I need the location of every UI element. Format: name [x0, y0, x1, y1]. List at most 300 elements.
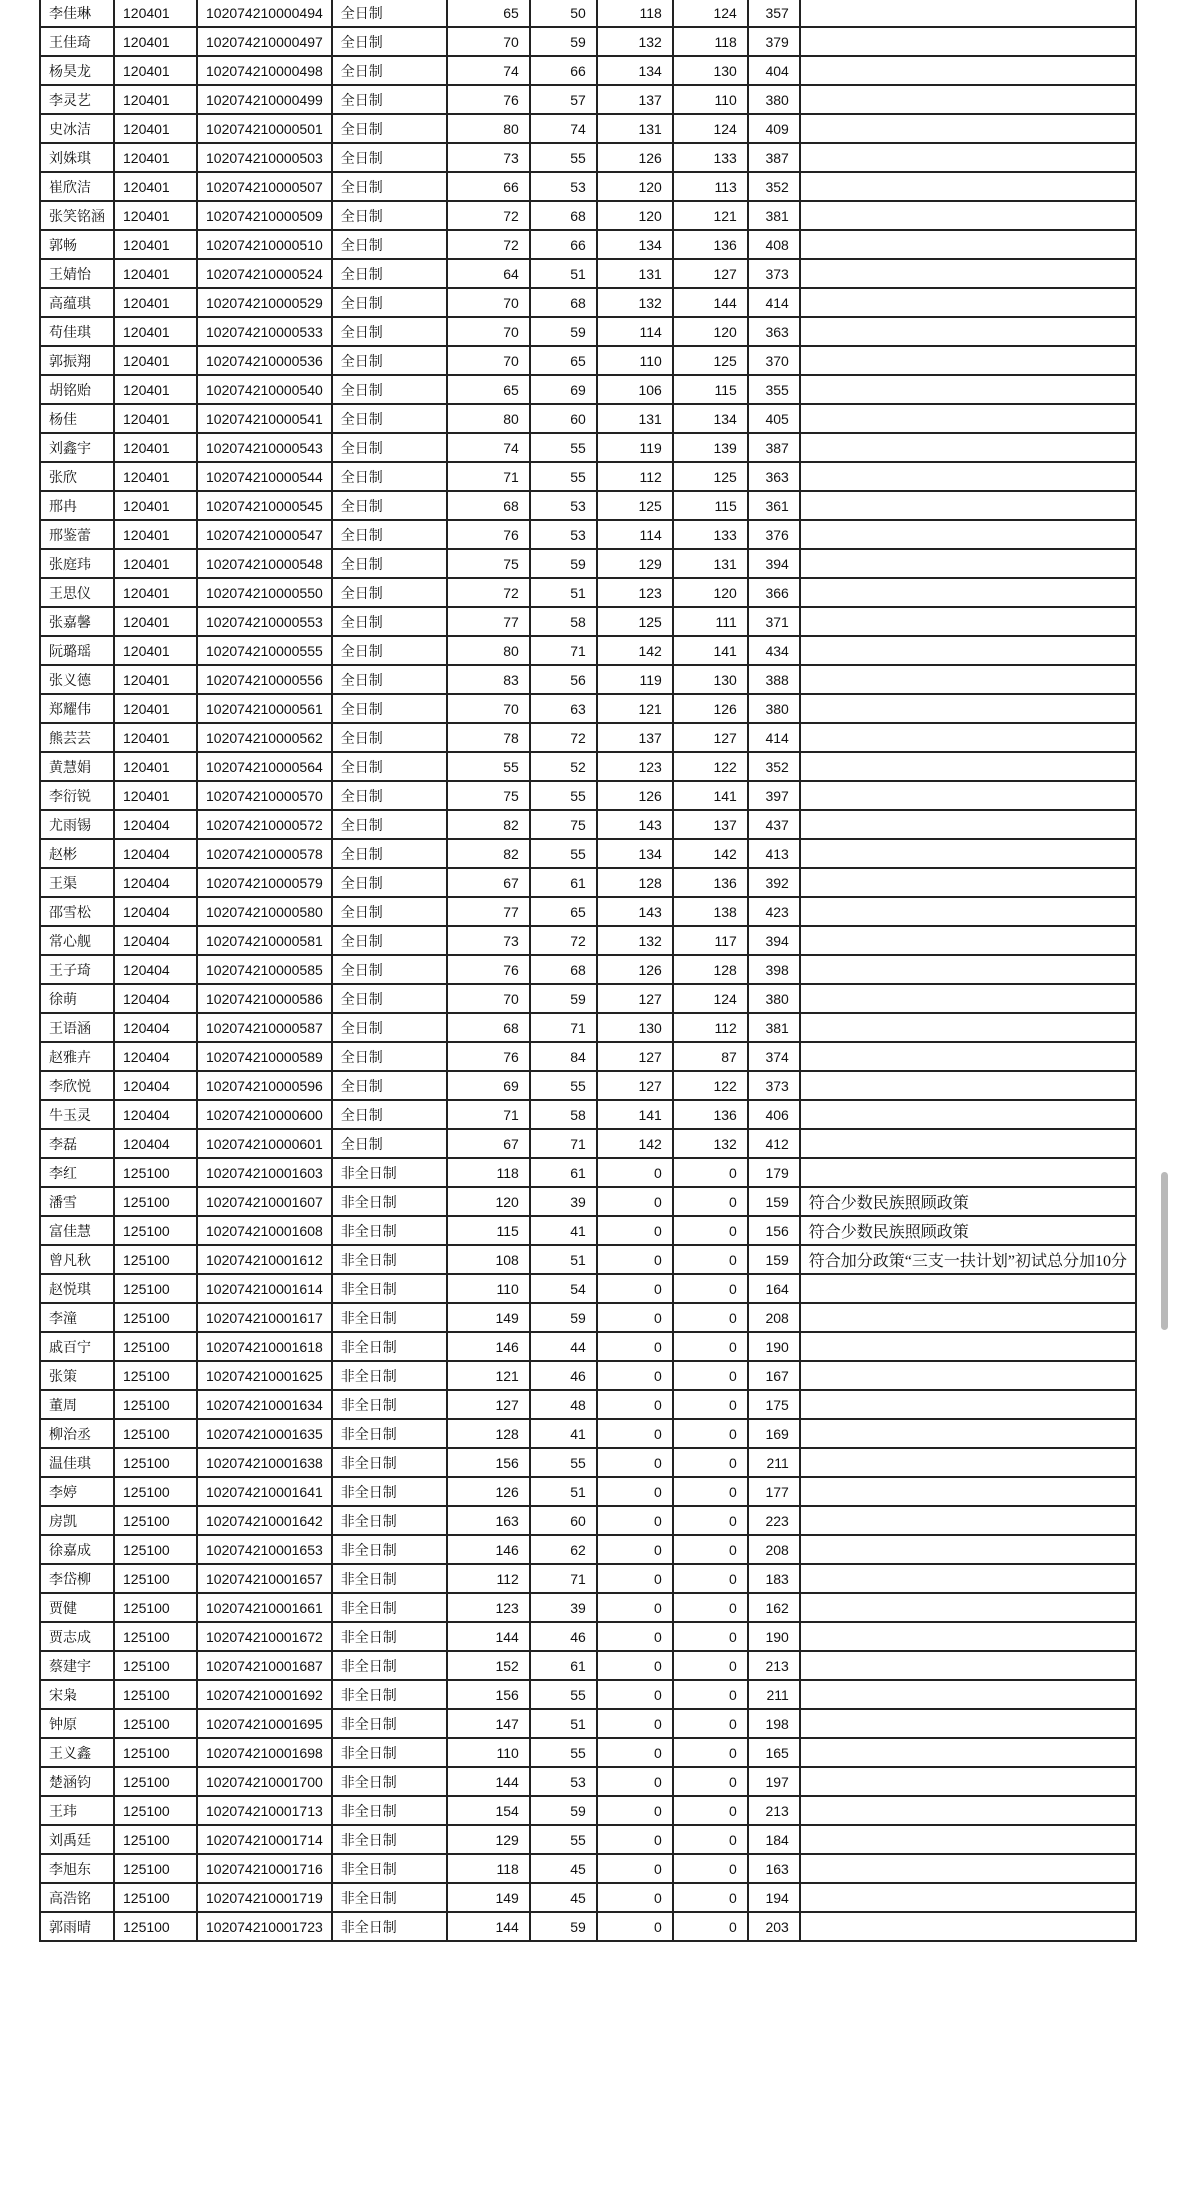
subject2-score-cell: 0: [673, 1564, 748, 1593]
major-code-cell: 125100: [114, 1622, 197, 1651]
exam-id-cell: 102074210000533: [197, 317, 332, 346]
subject2-score-cell: 141: [673, 781, 748, 810]
study-mode-cell: 全日制: [332, 926, 447, 955]
study-mode-cell: 全日制: [332, 694, 447, 723]
table-row: [40, 578, 1136, 607]
english-score-cell: 51: [530, 259, 597, 288]
table-row: [40, 27, 1136, 56]
major-code-cell: 125100: [114, 1651, 197, 1680]
note-cell: [800, 549, 1136, 578]
note-cell: [800, 1912, 1136, 1941]
total-score-cell: 412: [748, 1129, 800, 1158]
subject2-score-cell: 132: [673, 1129, 748, 1158]
exam-id-cell: 102074210001695: [197, 1709, 332, 1738]
table-row: [40, 1216, 1136, 1245]
subject2-score-cell: 122: [673, 1071, 748, 1100]
subject1-score-cell: 120: [597, 201, 673, 230]
study-mode-cell: 全日制: [332, 1129, 447, 1158]
major-code-cell: 125100: [114, 1477, 197, 1506]
total-score-cell: 197: [748, 1767, 800, 1796]
table-row: [40, 1361, 1136, 1390]
subject2-score-cell: 0: [673, 1912, 748, 1941]
table-row: [40, 984, 1136, 1013]
english-score-cell: 51: [530, 1245, 597, 1274]
name-cell: 刘鑫宇: [40, 433, 114, 462]
name-cell: 阮璐瑶: [40, 636, 114, 665]
english-score-cell: 55: [530, 1448, 597, 1477]
name-cell: 楚涵钧: [40, 1767, 114, 1796]
study-mode-cell: 非全日制: [332, 1767, 447, 1796]
exam-id-cell: 102074210000580: [197, 897, 332, 926]
total-score-cell: 380: [748, 85, 800, 114]
politics-score-cell: 127: [447, 1390, 530, 1419]
subject2-score-cell: 144: [673, 288, 748, 317]
exam-id-cell: 102074210000556: [197, 665, 332, 694]
major-code-cell: 125100: [114, 1245, 197, 1274]
name-cell: 邵雪松: [40, 897, 114, 926]
politics-score-cell: 152: [447, 1651, 530, 1680]
politics-score-cell: 110: [447, 1274, 530, 1303]
politics-score-cell: 146: [447, 1535, 530, 1564]
study-mode-cell: 非全日制: [332, 1651, 447, 1680]
subject2-score-cell: 113: [673, 172, 748, 201]
name-cell: 王佳琦: [40, 27, 114, 56]
subject2-score-cell: 115: [673, 375, 748, 404]
total-score-cell: 363: [748, 462, 800, 491]
study-mode-cell: 非全日制: [332, 1854, 447, 1883]
major-code-cell: 120401: [114, 549, 197, 578]
english-score-cell: 55: [530, 143, 597, 172]
subject1-score-cell: 130: [597, 1013, 673, 1042]
subject1-score-cell: 142: [597, 1129, 673, 1158]
table-row: [40, 1506, 1136, 1535]
name-cell: 富佳慧: [40, 1216, 114, 1245]
major-code-cell: 120401: [114, 114, 197, 143]
subject1-score-cell: 119: [597, 433, 673, 462]
table-row: [40, 665, 1136, 694]
total-score-cell: 394: [748, 926, 800, 955]
major-code-cell: 120404: [114, 810, 197, 839]
subject1-score-cell: 0: [597, 1564, 673, 1593]
exam-id-cell: 102074210000548: [197, 549, 332, 578]
note-cell: [800, 1883, 1136, 1912]
subject2-score-cell: 0: [673, 1419, 748, 1448]
total-score-cell: 208: [748, 1303, 800, 1332]
subject2-score-cell: 121: [673, 201, 748, 230]
table-row: [40, 317, 1136, 346]
total-score-cell: 379: [748, 27, 800, 56]
subject1-score-cell: 0: [597, 1535, 673, 1564]
name-cell: 王子琦: [40, 955, 114, 984]
note-cell: [800, 1332, 1136, 1361]
english-score-cell: 63: [530, 694, 597, 723]
note-cell: [800, 1680, 1136, 1709]
major-code-cell: 120401: [114, 462, 197, 491]
english-score-cell: 59: [530, 1912, 597, 1941]
major-code-cell: 125100: [114, 1448, 197, 1477]
subject2-score-cell: 0: [673, 1448, 748, 1477]
exam-id-cell: 102074210001672: [197, 1622, 332, 1651]
major-code-cell: 120404: [114, 868, 197, 897]
study-mode-cell: 全日制: [332, 1071, 447, 1100]
table-row: [40, 1709, 1136, 1738]
english-score-cell: 59: [530, 1796, 597, 1825]
table-row: [40, 607, 1136, 636]
politics-score-cell: 71: [447, 1100, 530, 1129]
politics-score-cell: 72: [447, 230, 530, 259]
exam-id-cell: 102074210001612: [197, 1245, 332, 1274]
politics-score-cell: 144: [447, 1912, 530, 1941]
total-score-cell: 373: [748, 259, 800, 288]
english-score-cell: 59: [530, 1303, 597, 1332]
subject1-score-cell: 123: [597, 578, 673, 607]
study-mode-cell: 非全日制: [332, 1158, 447, 1187]
major-code-cell: 125100: [114, 1535, 197, 1564]
total-score-cell: 397: [748, 781, 800, 810]
politics-score-cell: 149: [447, 1883, 530, 1912]
subject1-score-cell: 0: [597, 1709, 673, 1738]
subject1-score-cell: 114: [597, 520, 673, 549]
english-score-cell: 52: [530, 752, 597, 781]
total-score-cell: 213: [748, 1796, 800, 1825]
subject2-score-cell: 0: [673, 1274, 748, 1303]
subject1-score-cell: 0: [597, 1303, 673, 1332]
total-score-cell: 373: [748, 1071, 800, 1100]
exam-id-cell: 102074210000536: [197, 346, 332, 375]
subject2-score-cell: 0: [673, 1187, 748, 1216]
name-cell: 邢鉴蕾: [40, 520, 114, 549]
study-mode-cell: 全日制: [332, 607, 447, 636]
subject1-score-cell: 0: [597, 1448, 673, 1477]
politics-score-cell: 68: [447, 1013, 530, 1042]
english-score-cell: 75: [530, 810, 597, 839]
total-score-cell: 406: [748, 1100, 800, 1129]
politics-score-cell: 72: [447, 201, 530, 230]
total-score-cell: 352: [748, 752, 800, 781]
subject2-score-cell: 120: [673, 317, 748, 346]
subject1-score-cell: 121: [597, 694, 673, 723]
table-row: [40, 1013, 1136, 1042]
study-mode-cell: 非全日制: [332, 1535, 447, 1564]
table-row: [40, 723, 1136, 752]
name-cell: 郑耀伟: [40, 694, 114, 723]
name-cell: 张笑铭涵: [40, 201, 114, 230]
politics-score-cell: 82: [447, 839, 530, 868]
exam-id-cell: 102074210001700: [197, 1767, 332, 1796]
politics-score-cell: 147: [447, 1709, 530, 1738]
major-code-cell: 125100: [114, 1564, 197, 1593]
total-score-cell: 213: [748, 1651, 800, 1680]
politics-score-cell: 70: [447, 984, 530, 1013]
exam-id-cell: 102074210000562: [197, 723, 332, 752]
name-cell: 李岱柳: [40, 1564, 114, 1593]
note-cell: [800, 926, 1136, 955]
table-row: [40, 85, 1136, 114]
subject1-score-cell: 143: [597, 810, 673, 839]
exam-id-cell: 102074210000572: [197, 810, 332, 839]
subject1-score-cell: 143: [597, 897, 673, 926]
major-code-cell: 120404: [114, 1042, 197, 1071]
subject2-score-cell: 0: [673, 1622, 748, 1651]
politics-score-cell: 76: [447, 1042, 530, 1071]
study-mode-cell: 非全日制: [332, 1274, 447, 1303]
exam-id-cell: 102074210000596: [197, 1071, 332, 1100]
subject1-score-cell: 127: [597, 1071, 673, 1100]
subject1-score-cell: 0: [597, 1883, 673, 1912]
note-cell: [800, 520, 1136, 549]
name-cell: 高浩铭: [40, 1883, 114, 1912]
english-score-cell: 72: [530, 723, 597, 752]
subject2-score-cell: 0: [673, 1361, 748, 1390]
exam-id-cell: 102074210000553: [197, 607, 332, 636]
english-score-cell: 55: [530, 839, 597, 868]
note-cell: [800, 1448, 1136, 1477]
table-row: [40, 1912, 1136, 1941]
subject2-score-cell: 0: [673, 1245, 748, 1274]
exam-id-cell: 102074210000561: [197, 694, 332, 723]
name-cell: 郭畅: [40, 230, 114, 259]
note-cell: [800, 404, 1136, 433]
subject2-score-cell: 127: [673, 723, 748, 752]
table-row: [40, 346, 1136, 375]
name-cell: 徐嘉成: [40, 1535, 114, 1564]
exam-id-cell: 102074210000498: [197, 56, 332, 85]
score-table: [39, 0, 1137, 1942]
exam-id-cell: 102074210001661: [197, 1593, 332, 1622]
study-mode-cell: 全日制: [332, 85, 447, 114]
major-code-cell: 120401: [114, 288, 197, 317]
subject1-score-cell: 142: [597, 636, 673, 665]
table-row: [40, 259, 1136, 288]
subject2-score-cell: 134: [673, 404, 748, 433]
name-cell: 崔欣洁: [40, 172, 114, 201]
english-score-cell: 71: [530, 1564, 597, 1593]
study-mode-cell: 非全日制: [332, 1709, 447, 1738]
study-mode-cell: 全日制: [332, 27, 447, 56]
english-score-cell: 39: [530, 1593, 597, 1622]
table-row: [40, 926, 1136, 955]
table-row: [40, 1535, 1136, 1564]
note-cell: [800, 1854, 1136, 1883]
politics-score-cell: 66: [447, 172, 530, 201]
subject2-score-cell: 0: [673, 1825, 748, 1854]
study-mode-cell: 非全日制: [332, 1593, 447, 1622]
note-cell: [800, 984, 1136, 1013]
study-mode-cell: 全日制: [332, 143, 447, 172]
subject2-score-cell: 124: [673, 0, 748, 27]
note-cell: [800, 375, 1136, 404]
politics-score-cell: 149: [447, 1303, 530, 1332]
exam-id-cell: 102074210001716: [197, 1854, 332, 1883]
note-cell: [800, 27, 1136, 56]
major-code-cell: 120401: [114, 85, 197, 114]
exam-id-cell: 102074210000570: [197, 781, 332, 810]
politics-score-cell: 154: [447, 1796, 530, 1825]
major-code-cell: 120401: [114, 491, 197, 520]
major-code-cell: 120401: [114, 56, 197, 85]
politics-score-cell: 67: [447, 868, 530, 897]
total-score-cell: 162: [748, 1593, 800, 1622]
total-score-cell: 392: [748, 868, 800, 897]
major-code-cell: 125100: [114, 1767, 197, 1796]
subject2-score-cell: 133: [673, 520, 748, 549]
major-code-cell: 125100: [114, 1390, 197, 1419]
subject1-score-cell: 128: [597, 868, 673, 897]
major-code-cell: 120404: [114, 1129, 197, 1158]
english-score-cell: 68: [530, 955, 597, 984]
total-score-cell: 355: [748, 375, 800, 404]
name-cell: 李婷: [40, 1477, 114, 1506]
name-cell: 温佳琪: [40, 1448, 114, 1477]
name-cell: 钟原: [40, 1709, 114, 1738]
note-cell: [800, 317, 1136, 346]
table-row: [40, 433, 1136, 462]
total-score-cell: 223: [748, 1506, 800, 1535]
total-score-cell: 167: [748, 1361, 800, 1390]
subject2-score-cell: 0: [673, 1767, 748, 1796]
subject1-score-cell: 0: [597, 1680, 673, 1709]
politics-score-cell: 76: [447, 955, 530, 984]
exam-id-cell: 102074210000509: [197, 201, 332, 230]
name-cell: 张策: [40, 1361, 114, 1390]
name-cell: 杨佳: [40, 404, 114, 433]
subject2-score-cell: 141: [673, 636, 748, 665]
english-score-cell: 59: [530, 549, 597, 578]
subject2-score-cell: 115: [673, 491, 748, 520]
note-cell: [800, 259, 1136, 288]
exam-id-cell: 102074210001687: [197, 1651, 332, 1680]
politics-score-cell: 82: [447, 810, 530, 839]
subject1-score-cell: 131: [597, 259, 673, 288]
exam-id-cell: 102074210000524: [197, 259, 332, 288]
english-score-cell: 56: [530, 665, 597, 694]
note-cell: [800, 665, 1136, 694]
major-code-cell: 125100: [114, 1709, 197, 1738]
politics-score-cell: 71: [447, 462, 530, 491]
note-cell: [800, 578, 1136, 607]
english-score-cell: 59: [530, 984, 597, 1013]
table-row: [40, 1651, 1136, 1680]
major-code-cell: 120401: [114, 752, 197, 781]
english-score-cell: 69: [530, 375, 597, 404]
study-mode-cell: 全日制: [332, 897, 447, 926]
politics-score-cell: 120: [447, 1187, 530, 1216]
name-cell: 李衍锐: [40, 781, 114, 810]
subject1-score-cell: 120: [597, 172, 673, 201]
subject1-score-cell: 131: [597, 114, 673, 143]
exam-id-cell: 102074210001692: [197, 1680, 332, 1709]
note-cell: [800, 1100, 1136, 1129]
total-score-cell: 198: [748, 1709, 800, 1738]
politics-score-cell: 70: [447, 317, 530, 346]
note-cell: [800, 462, 1136, 491]
total-score-cell: 409: [748, 114, 800, 143]
subject1-score-cell: 137: [597, 723, 673, 752]
exam-id-cell: 102074210001713: [197, 1796, 332, 1825]
subject1-score-cell: 137: [597, 85, 673, 114]
note-cell: [800, 1390, 1136, 1419]
total-score-cell: 194: [748, 1883, 800, 1912]
note-cell: [800, 723, 1136, 752]
name-cell: 李潼: [40, 1303, 114, 1332]
total-score-cell: 211: [748, 1680, 800, 1709]
exam-id-cell: 102074210000581: [197, 926, 332, 955]
english-score-cell: 65: [530, 897, 597, 926]
english-score-cell: 53: [530, 520, 597, 549]
subject2-score-cell: 0: [673, 1303, 748, 1332]
exam-id-cell: 102074210000499: [197, 85, 332, 114]
subject1-score-cell: 0: [597, 1912, 673, 1941]
study-mode-cell: 非全日制: [332, 1419, 447, 1448]
table-row: [40, 1680, 1136, 1709]
exam-id-cell: 102074210001617: [197, 1303, 332, 1332]
vertical-scrollbar[interactable]: [1161, 1172, 1168, 1330]
exam-id-cell: 102074210000600: [197, 1100, 332, 1129]
study-mode-cell: 全日制: [332, 259, 447, 288]
major-code-cell: 125100: [114, 1796, 197, 1825]
subject2-score-cell: 111: [673, 607, 748, 636]
note-cell: [800, 143, 1136, 172]
subject1-score-cell: 134: [597, 56, 673, 85]
total-score-cell: 376: [748, 520, 800, 549]
table-row: [40, 520, 1136, 549]
study-mode-cell: 全日制: [332, 404, 447, 433]
study-mode-cell: 非全日制: [332, 1796, 447, 1825]
note-cell: [800, 1477, 1136, 1506]
subject2-score-cell: 138: [673, 897, 748, 926]
subject2-score-cell: 0: [673, 1738, 748, 1767]
exam-id-cell: 102074210000547: [197, 520, 332, 549]
name-cell: 潘雪: [40, 1187, 114, 1216]
total-score-cell: 159: [748, 1245, 800, 1274]
table-row: [40, 1477, 1136, 1506]
exam-id-cell: 102074210001634: [197, 1390, 332, 1419]
english-score-cell: 46: [530, 1361, 597, 1390]
subject2-score-cell: 125: [673, 462, 748, 491]
politics-score-cell: 163: [447, 1506, 530, 1535]
total-score-cell: 413: [748, 839, 800, 868]
politics-score-cell: 72: [447, 578, 530, 607]
note-cell: 符合加分政策“三支一扶计划”初试总分加10分: [800, 1245, 1136, 1274]
subject1-score-cell: 126: [597, 955, 673, 984]
politics-score-cell: 75: [447, 549, 530, 578]
politics-score-cell: 76: [447, 520, 530, 549]
subject1-score-cell: 119: [597, 665, 673, 694]
study-mode-cell: 非全日制: [332, 1332, 447, 1361]
total-score-cell: 404: [748, 56, 800, 85]
politics-score-cell: 156: [447, 1680, 530, 1709]
subject2-score-cell: 0: [673, 1709, 748, 1738]
subject2-score-cell: 0: [673, 1390, 748, 1419]
study-mode-cell: 全日制: [332, 665, 447, 694]
study-mode-cell: 全日制: [332, 1013, 447, 1042]
exam-id-cell: 102074210000494: [197, 0, 332, 27]
study-mode-cell: 全日制: [332, 462, 447, 491]
major-code-cell: 120404: [114, 926, 197, 955]
name-cell: 李欣悦: [40, 1071, 114, 1100]
name-cell: 王语涵: [40, 1013, 114, 1042]
name-cell: 黄慧娟: [40, 752, 114, 781]
exam-id-cell: 102074210000507: [197, 172, 332, 201]
table-row: [40, 1303, 1136, 1332]
subject2-score-cell: 0: [673, 1332, 748, 1361]
total-score-cell: 370: [748, 346, 800, 375]
subject1-score-cell: 129: [597, 549, 673, 578]
politics-score-cell: 108: [447, 1245, 530, 1274]
subject1-score-cell: 0: [597, 1332, 673, 1361]
subject1-score-cell: 132: [597, 926, 673, 955]
english-score-cell: 39: [530, 1187, 597, 1216]
